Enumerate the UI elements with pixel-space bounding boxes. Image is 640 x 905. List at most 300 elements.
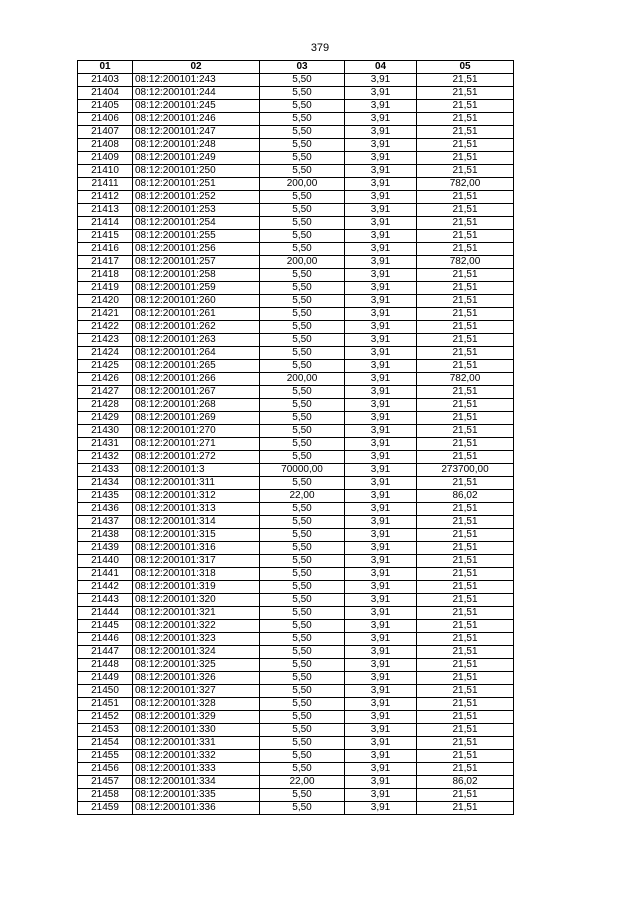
row-id-cell: 21438 [78,529,133,542]
table-row [78,516,514,529]
value-04-cell: 3,91 [345,230,417,243]
value-05-cell: 21,51 [417,217,514,230]
value-04-cell: 3,91 [345,581,417,594]
value-03-cell: 5,50 [260,737,345,750]
value-04-cell: 3,91 [345,568,417,581]
value-05-cell: 21,51 [417,763,514,776]
row-id-cell: 21459 [78,802,133,815]
cadastral-number-cell: 08:12:200101:249 [133,152,260,165]
value-05-cell: 782,00 [417,178,514,191]
value-05-cell: 21,51 [417,87,514,100]
table-header-row [78,61,514,74]
column-header-05: 05 [417,61,514,74]
value-04-cell: 3,91 [345,516,417,529]
cadastral-number-cell: 08:12:200101:3 [133,464,260,477]
value-05-cell: 21,51 [417,529,514,542]
row-id-cell: 21451 [78,698,133,711]
value-05-cell: 21,51 [417,503,514,516]
value-05-cell: 21,51 [417,243,514,256]
page-number: 379 [310,42,330,54]
value-04-cell: 3,91 [345,204,417,217]
value-04-cell: 3,91 [345,724,417,737]
value-03-cell: 200,00 [260,373,345,386]
row-id-cell: 21454 [78,737,133,750]
row-id-cell: 21448 [78,659,133,672]
row-id-cell: 21444 [78,607,133,620]
value-05-cell: 21,51 [417,113,514,126]
value-05-cell: 21,51 [417,555,514,568]
table-row [78,724,514,737]
data-table [77,60,514,815]
value-04-cell: 3,91 [345,763,417,776]
cadastral-number-cell: 08:12:200101:317 [133,555,260,568]
value-03-cell: 5,50 [260,477,345,490]
value-03-cell: 5,50 [260,126,345,139]
value-04-cell: 3,91 [345,360,417,373]
value-03-cell: 5,50 [260,672,345,685]
cadastral-number-cell: 08:12:200101:325 [133,659,260,672]
value-05-cell: 21,51 [417,724,514,737]
value-03-cell: 5,50 [260,269,345,282]
column-header-02: 02 [133,61,260,74]
value-03-cell: 5,50 [260,334,345,347]
row-id-cell: 21433 [78,464,133,477]
value-03-cell: 5,50 [260,594,345,607]
row-id-cell: 21405 [78,100,133,113]
cadastral-number-cell: 08:12:200101:250 [133,165,260,178]
cadastral-number-cell: 08:12:200101:320 [133,594,260,607]
value-03-cell: 5,50 [260,152,345,165]
table-row [78,711,514,724]
cadastral-number-cell: 08:12:200101:254 [133,217,260,230]
value-03-cell: 5,50 [260,750,345,763]
row-id-cell: 21440 [78,555,133,568]
value-04-cell: 3,91 [345,295,417,308]
row-id-cell: 21450 [78,685,133,698]
row-id-cell: 21423 [78,334,133,347]
value-04-cell: 3,91 [345,412,417,425]
table-row [78,165,514,178]
value-05-cell: 86,02 [417,490,514,503]
value-05-cell: 21,51 [417,308,514,321]
cadastral-number-cell: 08:12:200101:270 [133,425,260,438]
row-id-cell: 21417 [78,256,133,269]
value-05-cell: 21,51 [417,516,514,529]
cadastral-number-cell: 08:12:200101:324 [133,646,260,659]
row-id-cell: 21410 [78,165,133,178]
row-id-cell: 21447 [78,646,133,659]
value-03-cell: 5,50 [260,217,345,230]
value-04-cell: 3,91 [345,646,417,659]
cadastral-number-cell: 08:12:200101:334 [133,776,260,789]
value-05-cell: 21,51 [417,152,514,165]
value-05-cell: 21,51 [417,685,514,698]
row-id-cell: 21413 [78,204,133,217]
value-05-cell: 21,51 [417,672,514,685]
cadastral-number-cell: 08:12:200101:268 [133,399,260,412]
cadastral-number-cell: 08:12:200101:256 [133,243,260,256]
table-row [78,529,514,542]
value-03-cell: 5,50 [260,347,345,360]
value-04-cell: 3,91 [345,152,417,165]
value-03-cell: 5,50 [260,87,345,100]
value-04-cell: 3,91 [345,477,417,490]
value-03-cell: 5,50 [260,321,345,334]
cadastral-number-cell: 08:12:200101:267 [133,386,260,399]
cadastral-number-cell: 08:12:200101:318 [133,568,260,581]
value-05-cell: 21,51 [417,412,514,425]
cadastral-number-cell: 08:12:200101:313 [133,503,260,516]
row-id-cell: 21441 [78,568,133,581]
value-05-cell: 21,51 [417,295,514,308]
value-04-cell: 3,91 [345,321,417,334]
value-05-cell: 21,51 [417,581,514,594]
value-05-cell: 21,51 [417,750,514,763]
value-05-cell: 21,51 [417,126,514,139]
value-04-cell: 3,91 [345,308,417,321]
table-row [78,412,514,425]
cadastral-number-cell: 08:12:200101:312 [133,490,260,503]
row-id-cell: 21424 [78,347,133,360]
value-04-cell: 3,91 [345,282,417,295]
table-row [78,386,514,399]
value-04-cell: 3,91 [345,386,417,399]
cadastral-number-cell: 08:12:200101:259 [133,282,260,295]
value-04-cell: 3,91 [345,451,417,464]
value-05-cell: 21,51 [417,711,514,724]
value-04-cell: 3,91 [345,529,417,542]
value-03-cell: 5,50 [260,529,345,542]
value-03-cell: 5,50 [260,711,345,724]
table-row [78,802,514,815]
value-04-cell: 3,91 [345,776,417,789]
row-id-cell: 21420 [78,295,133,308]
value-04-cell: 3,91 [345,126,417,139]
column-header-03: 03 [260,61,345,74]
value-03-cell: 5,50 [260,802,345,815]
table-row [78,217,514,230]
table-row [78,672,514,685]
column-header-01: 01 [78,61,133,74]
value-03-cell: 5,50 [260,282,345,295]
row-id-cell: 21419 [78,282,133,295]
value-04-cell: 3,91 [345,399,417,412]
row-id-cell: 21449 [78,672,133,685]
table-row [78,191,514,204]
value-05-cell: 21,51 [417,204,514,217]
value-03-cell: 5,50 [260,399,345,412]
table-row [78,204,514,217]
value-05-cell: 21,51 [417,542,514,555]
value-03-cell: 5,50 [260,425,345,438]
value-04-cell: 3,91 [345,672,417,685]
row-id-cell: 21442 [78,581,133,594]
value-03-cell: 5,50 [260,698,345,711]
table-row [78,776,514,789]
table-row [78,113,514,126]
cadastral-number-cell: 08:12:200101:258 [133,269,260,282]
cadastral-number-cell: 08:12:200101:263 [133,334,260,347]
value-04-cell: 3,91 [345,789,417,802]
cadastral-number-cell: 08:12:200101:264 [133,347,260,360]
table-row [78,685,514,698]
table-row [78,620,514,633]
value-05-cell: 21,51 [417,347,514,360]
value-03-cell: 70000,00 [260,464,345,477]
value-04-cell: 3,91 [345,659,417,672]
value-03-cell: 200,00 [260,256,345,269]
row-id-cell: 21421 [78,308,133,321]
table-row [78,347,514,360]
table-row [78,334,514,347]
value-03-cell: 5,50 [260,74,345,87]
cadastral-number-cell: 08:12:200101:330 [133,724,260,737]
table-row [78,230,514,243]
value-05-cell: 21,51 [417,100,514,113]
table-row [78,87,514,100]
value-05-cell: 21,51 [417,737,514,750]
row-id-cell: 21455 [78,750,133,763]
table-row [78,789,514,802]
cadastral-number-cell: 08:12:200101:247 [133,126,260,139]
cadastral-number-cell: 08:12:200101:272 [133,451,260,464]
row-id-cell: 21443 [78,594,133,607]
table-row [78,321,514,334]
table-row [78,490,514,503]
cadastral-number-cell: 08:12:200101:265 [133,360,260,373]
row-id-cell: 21403 [78,74,133,87]
cadastral-number-cell: 08:12:200101:252 [133,191,260,204]
value-05-cell: 21,51 [417,802,514,815]
value-05-cell: 21,51 [417,438,514,451]
row-id-cell: 21427 [78,386,133,399]
cadastral-number-cell: 08:12:200101:271 [133,438,260,451]
table-row [78,451,514,464]
cadastral-number-cell: 08:12:200101:245 [133,100,260,113]
cadastral-number-cell: 08:12:200101:261 [133,308,260,321]
value-03-cell: 5,50 [260,243,345,256]
row-id-cell: 21409 [78,152,133,165]
cadastral-number-cell: 08:12:200101:260 [133,295,260,308]
cadastral-number-cell: 08:12:200101:253 [133,204,260,217]
value-05-cell: 21,51 [417,620,514,633]
value-04-cell: 3,91 [345,113,417,126]
value-04-cell: 3,91 [345,139,417,152]
value-04-cell: 3,91 [345,191,417,204]
value-05-cell: 21,51 [417,191,514,204]
value-05-cell: 21,51 [417,633,514,646]
value-05-cell: 21,51 [417,269,514,282]
row-id-cell: 21458 [78,789,133,802]
cadastral-number-cell: 08:12:200101:262 [133,321,260,334]
value-05-cell: 273700,00 [417,464,514,477]
value-05-cell: 21,51 [417,646,514,659]
table-row [78,503,514,516]
row-id-cell: 21437 [78,516,133,529]
cadastral-number-cell: 08:12:200101:319 [133,581,260,594]
table-row [78,399,514,412]
value-03-cell: 5,50 [260,503,345,516]
row-id-cell: 21432 [78,451,133,464]
value-04-cell: 3,91 [345,685,417,698]
value-05-cell: 21,51 [417,568,514,581]
value-05-cell: 21,51 [417,594,514,607]
table-row [78,763,514,776]
value-04-cell: 3,91 [345,490,417,503]
value-03-cell: 5,50 [260,555,345,568]
value-05-cell: 21,51 [417,360,514,373]
table-row [78,737,514,750]
row-id-cell: 21426 [78,373,133,386]
value-03-cell: 5,50 [260,113,345,126]
cadastral-number-cell: 08:12:200101:335 [133,789,260,802]
value-04-cell: 3,91 [345,373,417,386]
row-id-cell: 21428 [78,399,133,412]
value-03-cell: 5,50 [260,360,345,373]
row-id-cell: 21425 [78,360,133,373]
value-05-cell: 21,51 [417,399,514,412]
table-row [78,555,514,568]
cadastral-number-cell: 08:12:200101:246 [133,113,260,126]
table-row [78,178,514,191]
value-05-cell: 21,51 [417,165,514,178]
row-id-cell: 21457 [78,776,133,789]
value-04-cell: 3,91 [345,503,417,516]
value-03-cell: 22,00 [260,776,345,789]
value-03-cell: 5,50 [260,568,345,581]
row-id-cell: 21452 [78,711,133,724]
value-03-cell: 5,50 [260,607,345,620]
table-row [78,269,514,282]
value-03-cell: 5,50 [260,633,345,646]
row-id-cell: 21408 [78,139,133,152]
value-03-cell: 5,50 [260,230,345,243]
value-05-cell: 21,51 [417,139,514,152]
value-04-cell: 3,91 [345,243,417,256]
table-row [78,607,514,620]
table-row [78,659,514,672]
cadastral-number-cell: 08:12:200101:257 [133,256,260,269]
value-04-cell: 3,91 [345,438,417,451]
value-04-cell: 3,91 [345,802,417,815]
row-id-cell: 21434 [78,477,133,490]
value-04-cell: 3,91 [345,542,417,555]
table-body [78,74,514,815]
row-id-cell: 21422 [78,321,133,334]
value-05-cell: 21,51 [417,659,514,672]
table-row [78,74,514,87]
table-row [78,594,514,607]
value-05-cell: 21,51 [417,386,514,399]
row-id-cell: 21456 [78,763,133,776]
value-04-cell: 3,91 [345,269,417,282]
value-03-cell: 5,50 [260,685,345,698]
table-row [78,633,514,646]
row-id-cell: 21445 [78,620,133,633]
value-05-cell: 782,00 [417,256,514,269]
table-row [78,542,514,555]
row-id-cell: 21406 [78,113,133,126]
value-03-cell: 5,50 [260,295,345,308]
table-row [78,360,514,373]
table-row [78,373,514,386]
table-row [78,308,514,321]
value-03-cell: 5,50 [260,581,345,594]
value-03-cell: 5,50 [260,165,345,178]
value-03-cell: 5,50 [260,789,345,802]
value-03-cell: 5,50 [260,139,345,152]
value-03-cell: 5,50 [260,386,345,399]
value-03-cell: 22,00 [260,490,345,503]
value-04-cell: 3,91 [345,347,417,360]
value-04-cell: 3,91 [345,711,417,724]
row-id-cell: 21446 [78,633,133,646]
row-id-cell: 21430 [78,425,133,438]
value-04-cell: 3,91 [345,425,417,438]
cadastral-number-cell: 08:12:200101:329 [133,711,260,724]
row-id-cell: 21411 [78,178,133,191]
cadastral-number-cell: 08:12:200101:314 [133,516,260,529]
value-03-cell: 5,50 [260,204,345,217]
row-id-cell: 21431 [78,438,133,451]
table-row [78,100,514,113]
cadastral-number-cell: 08:12:200101:336 [133,802,260,815]
row-id-cell: 21414 [78,217,133,230]
value-04-cell: 3,91 [345,334,417,347]
value-05-cell: 21,51 [417,789,514,802]
value-03-cell: 5,50 [260,516,345,529]
table-row [78,282,514,295]
value-03-cell: 5,50 [260,412,345,425]
cadastral-number-cell: 08:12:200101:316 [133,542,260,555]
value-04-cell: 3,91 [345,633,417,646]
value-05-cell: 21,51 [417,698,514,711]
value-04-cell: 3,91 [345,698,417,711]
value-04-cell: 3,91 [345,100,417,113]
value-03-cell: 5,50 [260,438,345,451]
value-05-cell: 21,51 [417,321,514,334]
cadastral-number-cell: 08:12:200101:269 [133,412,260,425]
value-04-cell: 3,91 [345,737,417,750]
value-05-cell: 21,51 [417,477,514,490]
row-id-cell: 21404 [78,87,133,100]
cadastral-number-cell: 08:12:200101:255 [133,230,260,243]
value-04-cell: 3,91 [345,594,417,607]
cadastral-number-cell: 08:12:200101:328 [133,698,260,711]
table-row [78,464,514,477]
value-03-cell: 5,50 [260,191,345,204]
cadastral-number-cell: 08:12:200101:331 [133,737,260,750]
value-04-cell: 3,91 [345,74,417,87]
value-04-cell: 3,91 [345,750,417,763]
cadastral-number-cell: 08:12:200101:244 [133,87,260,100]
row-id-cell: 21439 [78,542,133,555]
value-05-cell: 782,00 [417,373,514,386]
value-03-cell: 5,50 [260,763,345,776]
table-row [78,152,514,165]
value-05-cell: 21,51 [417,282,514,295]
cadastral-number-cell: 08:12:200101:251 [133,178,260,191]
table-row [78,568,514,581]
cadastral-number-cell: 08:12:200101:333 [133,763,260,776]
table-row [78,477,514,490]
value-03-cell: 5,50 [260,100,345,113]
value-03-cell: 5,50 [260,308,345,321]
value-04-cell: 3,91 [345,217,417,230]
value-03-cell: 5,50 [260,659,345,672]
row-id-cell: 21453 [78,724,133,737]
table-row [78,139,514,152]
